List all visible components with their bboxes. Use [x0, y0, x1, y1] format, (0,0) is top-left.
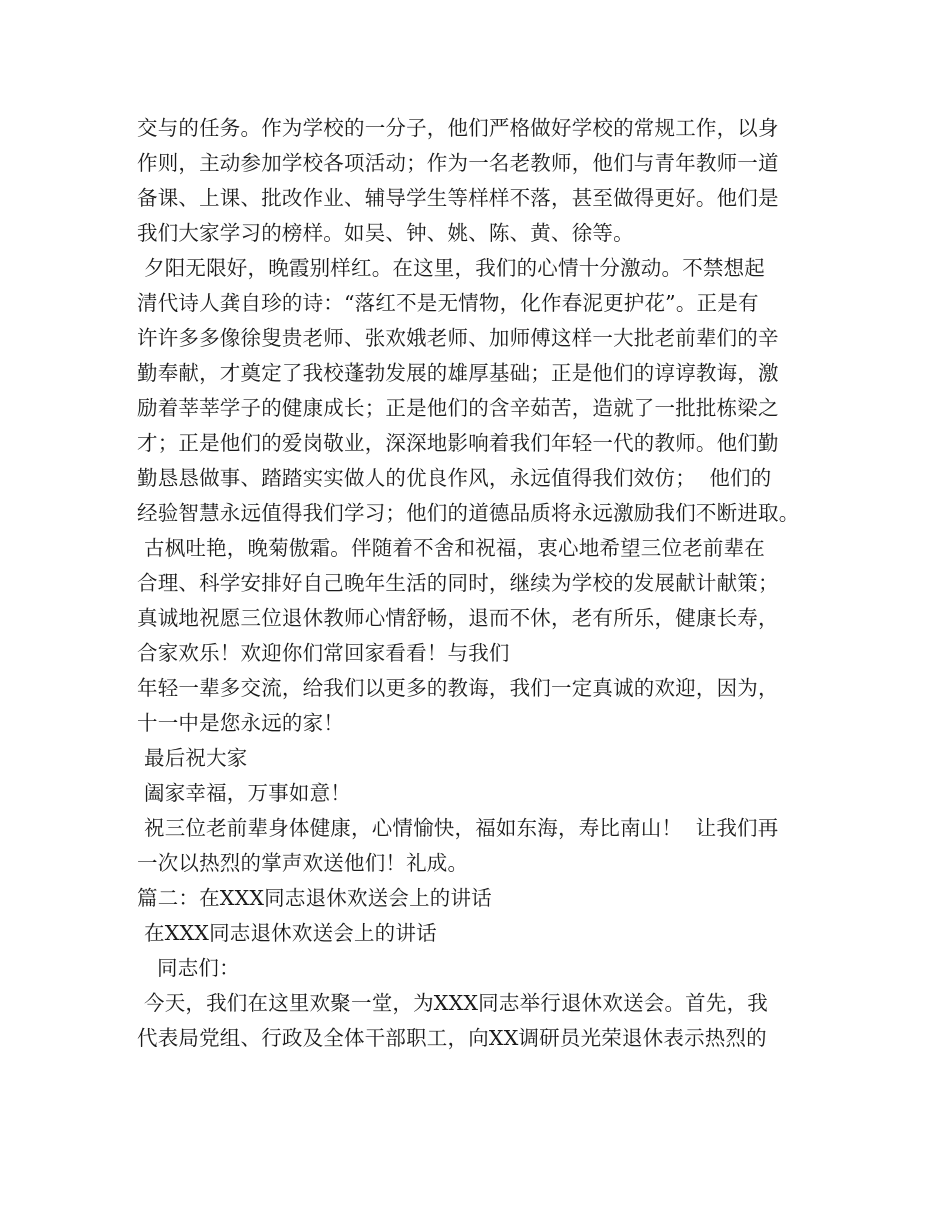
text-line: 祝三位老前辈身体健康，心情愉快，福如东海，寿比南山！ 让我们再 [144, 816, 779, 840]
text-line: 最后祝大家 [144, 746, 248, 770]
text-line: 才；正是他们的爱岗敬业，深深地影响着我们年轻一代的教师。他们勤 [137, 431, 779, 455]
text-line: 今天，我们在这里欢聚一堂，为XXX同志举行退休欢送会。首先，我 [144, 991, 768, 1015]
text-line: 作则，主动参加学校各项活动；作为一名老教师，他们与青年教师一道 [137, 151, 779, 175]
text-line: 代表局党组、行政及全体干部职工，向XX调研员光荣退休表示热烈的 [137, 1026, 767, 1050]
text-line: 在XXX同志退休欢送会上的讲话 [144, 921, 437, 945]
text-line: 备课、上课、批改作业、辅导学生等样样不落，甚至做得更好。他们是 [137, 186, 779, 210]
text-line: 篇二：在XXX同志退休欢送会上的讲话 [137, 886, 492, 910]
text-line: 真诚地祝愿三位退休教师心情舒畅，退而不休，老有所乐，健康长寿， [137, 606, 779, 630]
text-line: 夕阳无限好，晚霞别样红。在这里，我们的心情十分激动。不禁想起 [144, 256, 765, 280]
text-line: 励着莘莘学子的健康成长；正是他们的含辛茹苦，造就了一批批栋梁之 [137, 396, 779, 420]
text-line: 同志们： [157, 956, 240, 980]
text-line: 交与的任务。作为学校的一分子，他们严格做好学校的常规工作，以身 [137, 116, 779, 140]
text-line: 合家欢乐！欢迎你们常回家看看！与我们 [137, 641, 510, 665]
text-line: 许许多多像徐叟贵老师、张欢娥老师、加师傅这样一大批老前辈们的辛 [137, 326, 779, 350]
text-line: 年轻一辈多交流，给我们以更多的教诲，我们一定真诚的欢迎，因为， [137, 676, 779, 700]
document-body [137, 111, 837, 1056]
text-line: 十一中是您永远的家！ [137, 711, 344, 735]
text-line: 古枫吐艳，晚菊傲霜。伴随着不舍和祝福，衷心地希望三位老前辈在 [144, 536, 765, 560]
text-line: 一次以热烈的掌声欢送他们！礼成。 [137, 851, 469, 875]
text-line: 我们大家学习的榜样。如吴、钟、姚、陈、黄、徐等。 [137, 221, 634, 245]
text-line: 阖家幸福，万事如意！ [144, 781, 351, 805]
text-line: 勤恳恳做事、踏踏实实做人的优良作风，永远值得我们效仿； 他们的 [137, 466, 772, 490]
text-line: 勤奉献，才奠定了我校蓬勃发展的雄厚基础；正是他们的谆谆教诲，激 [137, 361, 779, 385]
text-line: 合理、科学安排好自己晚年生活的同时，继续为学校的发展献计献策； [137, 571, 779, 595]
text-line: 清代诗人龚自珍的诗：“落红不是无情物，化作春泥更护花”。正是有 [137, 291, 759, 315]
text-line: 经验智慧永远值得我们学习；他们的道德品质将永远激励我们不断进取。 [137, 501, 800, 525]
